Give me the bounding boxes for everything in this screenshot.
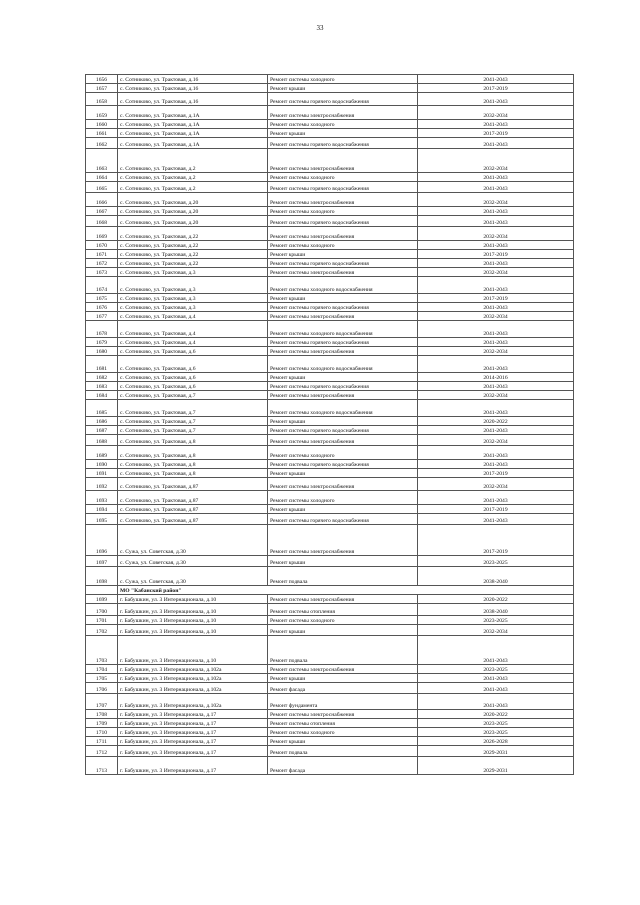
row-years: 2041-2043 <box>418 683 574 694</box>
row-number: 1666 <box>86 193 118 207</box>
row-number: 1657 <box>86 84 118 93</box>
table-row <box>86 250 574 259</box>
row-number: 1693 <box>86 491 118 505</box>
row-address: г. Бабушкин, ул. 3 Интернационала, д.17 <box>118 728 268 737</box>
row-years: 2020-2022 <box>418 710 574 719</box>
row-address: г. Бабушкин, ул. 3 Интернационала, д.10 <box>118 636 268 665</box>
row-years: 2038-2040 <box>418 567 574 586</box>
table-row <box>86 728 574 737</box>
row-number: 1670 <box>86 241 118 250</box>
row-number: 1713 <box>86 757 118 775</box>
row-number: 1684 <box>86 391 118 400</box>
row-number: 1691 <box>86 469 118 478</box>
table-row <box>86 75 574 84</box>
row-address: с. Сотниково, ул. Трактовая, д.87 <box>118 514 268 525</box>
table-row <box>86 746 574 757</box>
row-work-type: Ремонт крыши <box>268 373 418 382</box>
row-years: 2023-2025 <box>418 719 574 728</box>
row-number: 1699 <box>86 595 118 604</box>
row-work-type: Ремонт системы электроснабжения <box>268 595 418 604</box>
table-body-sotnikovo <box>86 75 574 586</box>
row-address: с. Сотниково, ул. Трактовая, д.1А <box>118 129 268 138</box>
row-work-type: Ремонт системы горячего водоснабжения <box>268 514 418 525</box>
row-address: с. Сотниково, ул. Трактовая, д.3 <box>118 294 268 303</box>
row-number: 1668 <box>86 216 118 227</box>
row-number: 1694 <box>86 505 118 514</box>
row-work-type: Ремонт системы электроснабжения <box>268 312 418 321</box>
row-address: с. Сотниково, ул. Трактовая, д.7 <box>118 400 268 417</box>
row-number: 1700 <box>86 604 118 616</box>
row-address: с. Сотниково, ул. Трактовая, д.16 <box>118 84 268 93</box>
row-years: 2023-2025 <box>418 728 574 737</box>
table-row <box>86 446 574 460</box>
row-number: 1678 <box>86 321 118 338</box>
row-years: 2041-2043 <box>418 491 574 505</box>
row-work-type: Ремонт системы холодного водоснабжения <box>268 321 418 338</box>
row-address: с. Сотниково, ул. Трактовая, д.3 <box>118 303 268 312</box>
row-work-type: Ремонт системы отопления <box>268 604 418 616</box>
row-work-type: Ремонт крыши <box>268 250 418 259</box>
row-address: с. Сотниково, ул. Трактовая, д.8 <box>118 435 268 446</box>
row-address: с. Сотниково, ул. Трактовая, д.8 <box>118 469 268 478</box>
row-address: г. Бабушкин, ул. 3 Интернационала, д.102а <box>118 665 268 674</box>
row-number: 1681 <box>86 356 118 373</box>
row-number: 1660 <box>86 120 118 129</box>
row-number: 1679 <box>86 338 118 347</box>
table-body-babushkin <box>86 595 574 775</box>
row-work-type: Ремонт системы холодного <box>268 728 418 737</box>
row-address: с. Сотниково, ул. Трактовая, д.22 <box>118 250 268 259</box>
row-years: 2041-2043 <box>418 636 574 665</box>
row-number: 1669 <box>86 227 118 241</box>
row-address: с. Сотниково, ул. Трактовая, д.3 <box>118 268 268 277</box>
row-address: с. Сотниково, ул. Трактовая, д.2 <box>118 182 268 193</box>
row-years: 2041-2043 <box>418 277 574 294</box>
row-address: с. Сотниково, ул. Трактовая, д.16 <box>118 93 268 106</box>
row-years: 2032-2034 <box>418 625 574 636</box>
row-number: 1701 <box>86 616 118 625</box>
row-years: 2032-2034 <box>418 227 574 241</box>
row-work-type: Ремонт системы холодного водоснабжения <box>268 277 418 294</box>
row-years: 2041-2043 <box>418 426 574 435</box>
row-address: г. Бабушкин, ул. 3 Интернационала, д.10 <box>118 625 268 636</box>
row-address: г. Бабушкин, ул. 3 Интернационала, д.102а <box>118 674 268 683</box>
row-number: 1676 <box>86 303 118 312</box>
row-work-type: Ремонт системы электроснабжения <box>268 268 418 277</box>
row-years: 2017-2019 <box>418 129 574 138</box>
row-number: 1688 <box>86 435 118 446</box>
row-years: 2041-2043 <box>418 259 574 268</box>
row-years: 2032-2034 <box>418 347 574 356</box>
row-address: с. Сотниково, ул. Трактовая, д.87 <box>118 505 268 514</box>
table-row <box>86 241 574 250</box>
row-number: 1683 <box>86 382 118 391</box>
row-address: с. Сотниково, ул. Трактовая, д.20 <box>118 193 268 207</box>
page-number: 33 <box>316 24 324 32</box>
row-work-type: Ремонт системы электроснабжения <box>268 665 418 674</box>
row-number: 1689 <box>86 446 118 460</box>
row-years: 2041-2043 <box>418 400 574 417</box>
row-number: 1707 <box>86 694 118 710</box>
row-number: 1680 <box>86 347 118 356</box>
row-years: 2029-2031 <box>418 746 574 757</box>
row-work-type: Ремонт системы горячего водоснабжения <box>268 382 418 391</box>
row-address: г. Бабушкин, ул. 3 Интернационала, д.10 <box>118 595 268 604</box>
row-years: 2041-2043 <box>418 173 574 182</box>
table-row <box>86 338 574 347</box>
row-years: 2041-2043 <box>418 694 574 710</box>
row-address: с. Сотниково, ул. Трактовая, д.6 <box>118 382 268 391</box>
row-work-type: Ремонт системы горячего водоснабжения <box>268 182 418 193</box>
row-work-type: Ремонт крыши <box>268 556 418 567</box>
row-work-type: Ремонт системы отопления <box>268 719 418 728</box>
row-address: с. Сотниково, ул. Трактовая, д.1А <box>118 138 268 149</box>
row-years: 2032-2034 <box>418 478 574 491</box>
table-row <box>86 525 574 556</box>
row-work-type: Ремонт крыши <box>268 505 418 514</box>
row-years: 2041-2043 <box>418 382 574 391</box>
table-row <box>86 356 574 373</box>
row-number: 1686 <box>86 417 118 426</box>
row-work-type: Ремонт системы горячего водоснабжения <box>268 303 418 312</box>
row-years: 2041-2043 <box>418 120 574 129</box>
row-years: 2041-2043 <box>418 460 574 469</box>
row-work-type: Ремонт системы холодного <box>268 491 418 505</box>
row-address: с. Сотниково, ул. Трактовая, д.20 <box>118 216 268 227</box>
row-number: 1682 <box>86 373 118 382</box>
row-years: 2020-2022 <box>418 595 574 604</box>
section-header-group <box>86 586 574 595</box>
table-row <box>86 567 574 586</box>
row-years: 2032-2034 <box>418 391 574 400</box>
table-row <box>86 173 574 182</box>
row-number: 1664 <box>86 173 118 182</box>
row-years: 2017-2019 <box>418 525 574 556</box>
row-number: 1692 <box>86 478 118 491</box>
row-years: 2038-2040 <box>418 604 574 616</box>
row-number: 1706 <box>86 683 118 694</box>
row-work-type: Ремонт системы холодного <box>268 207 418 216</box>
row-number: 1672 <box>86 259 118 268</box>
table-row <box>86 757 574 775</box>
row-number: 1697 <box>86 556 118 567</box>
row-address: г. Бабушкин, ул. 3 Интернационала, д.17 <box>118 710 268 719</box>
row-work-type: Ремонт системы электроснабжения <box>268 193 418 207</box>
table-row <box>86 207 574 216</box>
table-row <box>86 84 574 93</box>
table-row <box>86 93 574 106</box>
row-work-type: Ремонт фасада <box>268 683 418 694</box>
table-row <box>86 469 574 478</box>
row-number: 1673 <box>86 268 118 277</box>
table-row <box>86 216 574 227</box>
row-years: 2020-2022 <box>418 417 574 426</box>
row-work-type: Ремонт системы холодного <box>268 120 418 129</box>
section-title: МО "Кабанский район" <box>118 586 574 595</box>
table-row <box>86 435 574 446</box>
row-number: 1703 <box>86 636 118 665</box>
row-work-type: Ремонт системы электроснабжения <box>268 710 418 719</box>
row-work-type: Ремонт подвала <box>268 636 418 665</box>
row-number: 1702 <box>86 625 118 636</box>
row-work-type: Ремонт системы холодного <box>268 446 418 460</box>
row-years: 2023-2025 <box>418 616 574 625</box>
row-number: 1704 <box>86 665 118 674</box>
row-work-type: Ремонт фасада <box>268 757 418 775</box>
table-row <box>86 625 574 636</box>
row-address: с. Сотниково, ул. Трактовая, д.3 <box>118 277 268 294</box>
row-years: 2041-2043 <box>418 75 574 84</box>
table-row <box>86 460 574 469</box>
table-row <box>86 149 574 173</box>
row-address: с. Сотниково, ул. Трактовая, д.22 <box>118 227 268 241</box>
row-work-type: Ремонт системы горячего водоснабжения <box>268 338 418 347</box>
row-work-type: Ремонт системы электроснабжения <box>268 391 418 400</box>
row-number: 1671 <box>86 250 118 259</box>
row-number: 1658 <box>86 93 118 106</box>
row-address: с. Сотниково, ул. Трактовая, д.22 <box>118 241 268 250</box>
row-address: г. Бабушкин, ул. 3 Интернационала, д.102а <box>118 694 268 710</box>
table-row <box>86 710 574 719</box>
row-years: 2041-2043 <box>418 356 574 373</box>
row-number: 1677 <box>86 312 118 321</box>
row-work-type: Ремонт системы электроснабжения <box>268 347 418 356</box>
row-address: с. Сотниково, ул. Трактовая, д.6 <box>118 347 268 356</box>
row-work-type: Ремонт системы горячего водоснабжения <box>268 426 418 435</box>
row-address: с. Сотниково, ул. Трактовая, д.7 <box>118 391 268 400</box>
row-years: 2032-2034 <box>418 435 574 446</box>
row-number: 1709 <box>86 719 118 728</box>
table-row <box>86 373 574 382</box>
row-number: 1696 <box>86 525 118 556</box>
row-years: 2032-2034 <box>418 106 574 120</box>
row-years: 2041-2043 <box>418 446 574 460</box>
table-row <box>86 694 574 710</box>
row-years: 2041-2043 <box>418 514 574 525</box>
row-years: 2014-2016 <box>418 373 574 382</box>
row-years: 2041-2043 <box>418 321 574 338</box>
row-number: 1698 <box>86 567 118 586</box>
row-address: с. Сужа, ул. Советская, д.30 <box>118 556 268 567</box>
row-address: с. Сотниково, ул. Трактовая, д.7 <box>118 426 268 435</box>
table-row <box>86 636 574 665</box>
table-row <box>86 595 574 604</box>
row-address: с. Сотниково, ул. Трактовая, д.87 <box>118 478 268 491</box>
row-number: 1687 <box>86 426 118 435</box>
row-work-type: Ремонт крыши <box>268 417 418 426</box>
row-work-type: Ремонт крыши <box>268 625 418 636</box>
table-row <box>86 321 574 338</box>
row-address: с. Сотниково, ул. Трактовая, д.20 <box>118 207 268 216</box>
row-address: с. Сотниково, ул. Трактовая, д.8 <box>118 446 268 460</box>
row-address: с. Сотниково, ул. Трактовая, д.16 <box>118 75 268 84</box>
capital-repair-table <box>85 74 574 775</box>
row-work-type: Ремонт системы холодного <box>268 173 418 182</box>
row-address: г. Бабушкин, ул. 3 Интернационала, д.17 <box>118 737 268 746</box>
row-number: 1710 <box>86 728 118 737</box>
row-address: с. Сотниково, ул. Трактовая, д.2 <box>118 149 268 173</box>
row-address: с. Сотниково, ул. Трактовая, д.1А <box>118 106 268 120</box>
row-number: 1663 <box>86 149 118 173</box>
table-row <box>86 182 574 193</box>
row-years: 2032-2034 <box>418 268 574 277</box>
row-work-type: Ремонт системы горячего водоснабжения <box>268 216 418 227</box>
table-row <box>86 505 574 514</box>
row-work-type: Ремонт системы горячего водоснабжения <box>268 93 418 106</box>
table-row <box>86 312 574 321</box>
row-number: 1705 <box>86 674 118 683</box>
table-row <box>86 514 574 525</box>
row-address: г. Бабушкин, ул. 3 Интернационала, д.102а <box>118 683 268 694</box>
row-work-type: Ремонт системы электроснабжения <box>268 227 418 241</box>
row-work-type: Ремонт системы горячего водоснабжения <box>268 138 418 149</box>
row-years: 2032-2034 <box>418 149 574 173</box>
table-row <box>86 227 574 241</box>
table-row <box>86 604 574 616</box>
row-years: 2017-2019 <box>418 469 574 478</box>
row-years: 2026-2028 <box>418 737 574 746</box>
row-number: 1659 <box>86 106 118 120</box>
row-years: 2032-2034 <box>418 312 574 321</box>
row-work-type: Ремонт системы электроснабжения <box>268 149 418 173</box>
row-number: 1662 <box>86 138 118 149</box>
row-years: 2041-2043 <box>418 674 574 683</box>
row-work-type: Ремонт подвала <box>268 746 418 757</box>
table-row <box>86 129 574 138</box>
row-work-type: Ремонт крыши <box>268 129 418 138</box>
row-address: г. Бабушкин, ул. 3 Интернационала, д.17 <box>118 757 268 775</box>
row-years: 2017-2019 <box>418 505 574 514</box>
row-address: с. Сотниково, ул. Трактовая, д.4 <box>118 312 268 321</box>
row-address: с. Сотниково, ул. Трактовая, д.87 <box>118 491 268 505</box>
row-work-type: Ремонт системы электроснабжения <box>268 106 418 120</box>
row-address: с. Сотниково, ул. Трактовая, д.7 <box>118 417 268 426</box>
row-address: с. Сотниково, ул. Трактовая, д.8 <box>118 460 268 469</box>
row-number: 1667 <box>86 207 118 216</box>
row-work-type: Ремонт системы электроснабжения <box>268 478 418 491</box>
table-row <box>86 303 574 312</box>
row-years: 2017-2019 <box>418 84 574 93</box>
table-row <box>86 193 574 207</box>
row-years: 2041-2043 <box>418 93 574 106</box>
row-years: 2041-2043 <box>418 182 574 193</box>
row-address: с. Сотниково, ул. Трактовая, д.22 <box>118 259 268 268</box>
row-number: 1661 <box>86 129 118 138</box>
table-row <box>86 120 574 129</box>
row-number: 1690 <box>86 460 118 469</box>
row-number: 1711 <box>86 737 118 746</box>
table-row <box>86 417 574 426</box>
table-row <box>86 400 574 417</box>
table-row <box>86 106 574 120</box>
row-work-type: Ремонт крыши <box>268 737 418 746</box>
table-row <box>86 426 574 435</box>
row-years: 2041-2043 <box>418 216 574 227</box>
row-work-type: Ремонт системы холодного водоснабжения <box>268 356 418 373</box>
row-work-type: Ремонт системы горячего водоснабжения <box>268 259 418 268</box>
row-address: г. Бабушкин, ул. 3 Интернационала, д.17 <box>118 719 268 728</box>
table-row <box>86 382 574 391</box>
row-number: 1656 <box>86 75 118 84</box>
row-years: 2041-2043 <box>418 303 574 312</box>
row-work-type: Ремонт системы электроснабжения <box>268 435 418 446</box>
table-row <box>86 665 574 674</box>
table-row <box>86 294 574 303</box>
row-work-type: Ремонт системы электроснабжения <box>268 525 418 556</box>
row-work-type: Ремонт подвала <box>268 567 418 586</box>
row-number: 1712 <box>86 746 118 757</box>
row-years: 2023-2025 <box>418 556 574 567</box>
row-address: с. Сотниково, ул. Трактовая, д.6 <box>118 356 268 373</box>
row-address: с. Сотниково, ул. Трактовая, д.4 <box>118 338 268 347</box>
row-work-type: Ремонт системы холодного <box>268 75 418 84</box>
table-row <box>86 391 574 400</box>
row-years: 2017-2019 <box>418 294 574 303</box>
table-row <box>86 347 574 356</box>
row-work-type: Ремонт крыши <box>268 469 418 478</box>
table-row <box>86 737 574 746</box>
row-number: 1708 <box>86 710 118 719</box>
row-work-type: Ремонт системы холодного <box>268 616 418 625</box>
row-address: с. Сужа, ул. Советская, д.30 <box>118 567 268 586</box>
row-years: 2041-2043 <box>418 207 574 216</box>
row-work-type: Ремонт крыши <box>268 294 418 303</box>
table-row <box>86 277 574 294</box>
row-number: 1695 <box>86 514 118 525</box>
row-address: г. Бабушкин, ул. 3 Интернационала, д.10 <box>118 604 268 616</box>
row-number: 1674 <box>86 277 118 294</box>
row-address: г. Бабушкин, ул. 3 Интернационала, д.17 <box>118 746 268 757</box>
row-years: 2041-2043 <box>418 338 574 347</box>
row-address: г. Бабушкин, ул. 3 Интернационала, д.10 <box>118 616 268 625</box>
row-address: с. Сужа, ул. Советская, д.30 <box>118 525 268 556</box>
table-row <box>86 491 574 505</box>
table-row <box>86 674 574 683</box>
row-years: 2029-2031 <box>418 757 574 775</box>
table-row <box>86 556 574 567</box>
row-years: 2017-2019 <box>418 250 574 259</box>
row-address: с. Сотниково, ул. Трактовая, д.1А <box>118 120 268 129</box>
row-years: 2032-2034 <box>418 193 574 207</box>
row-years: 2041-2043 <box>418 241 574 250</box>
table-row <box>86 478 574 491</box>
row-work-type: Ремонт крыши <box>268 674 418 683</box>
row-work-type: Ремонт крыши <box>268 84 418 93</box>
table-row <box>86 138 574 149</box>
row-number: 1665 <box>86 182 118 193</box>
row-years: 2023-2025 <box>418 665 574 674</box>
row-address: с. Сотниково, ул. Трактовая, д.4 <box>118 321 268 338</box>
row-number: 1675 <box>86 294 118 303</box>
table-row <box>86 268 574 277</box>
table-row <box>86 683 574 694</box>
row-address: с. Сотниково, ул. Трактовая, д.2 <box>118 173 268 182</box>
row-number: 1685 <box>86 400 118 417</box>
row-work-type: Ремонт системы горячего водоснабжения <box>268 460 418 469</box>
table-row <box>86 719 574 728</box>
table-row <box>86 259 574 268</box>
section-row <box>86 586 574 595</box>
row-work-type: Ремонт системы холодного водоснабжения <box>268 400 418 417</box>
row-years: 2041-2043 <box>418 138 574 149</box>
row-address: с. Сотниково, ул. Трактовая, д.6 <box>118 373 268 382</box>
table-row <box>86 616 574 625</box>
row-work-type: Ремонт фундамента <box>268 694 418 710</box>
row-work-type: Ремонт системы холодного <box>268 241 418 250</box>
